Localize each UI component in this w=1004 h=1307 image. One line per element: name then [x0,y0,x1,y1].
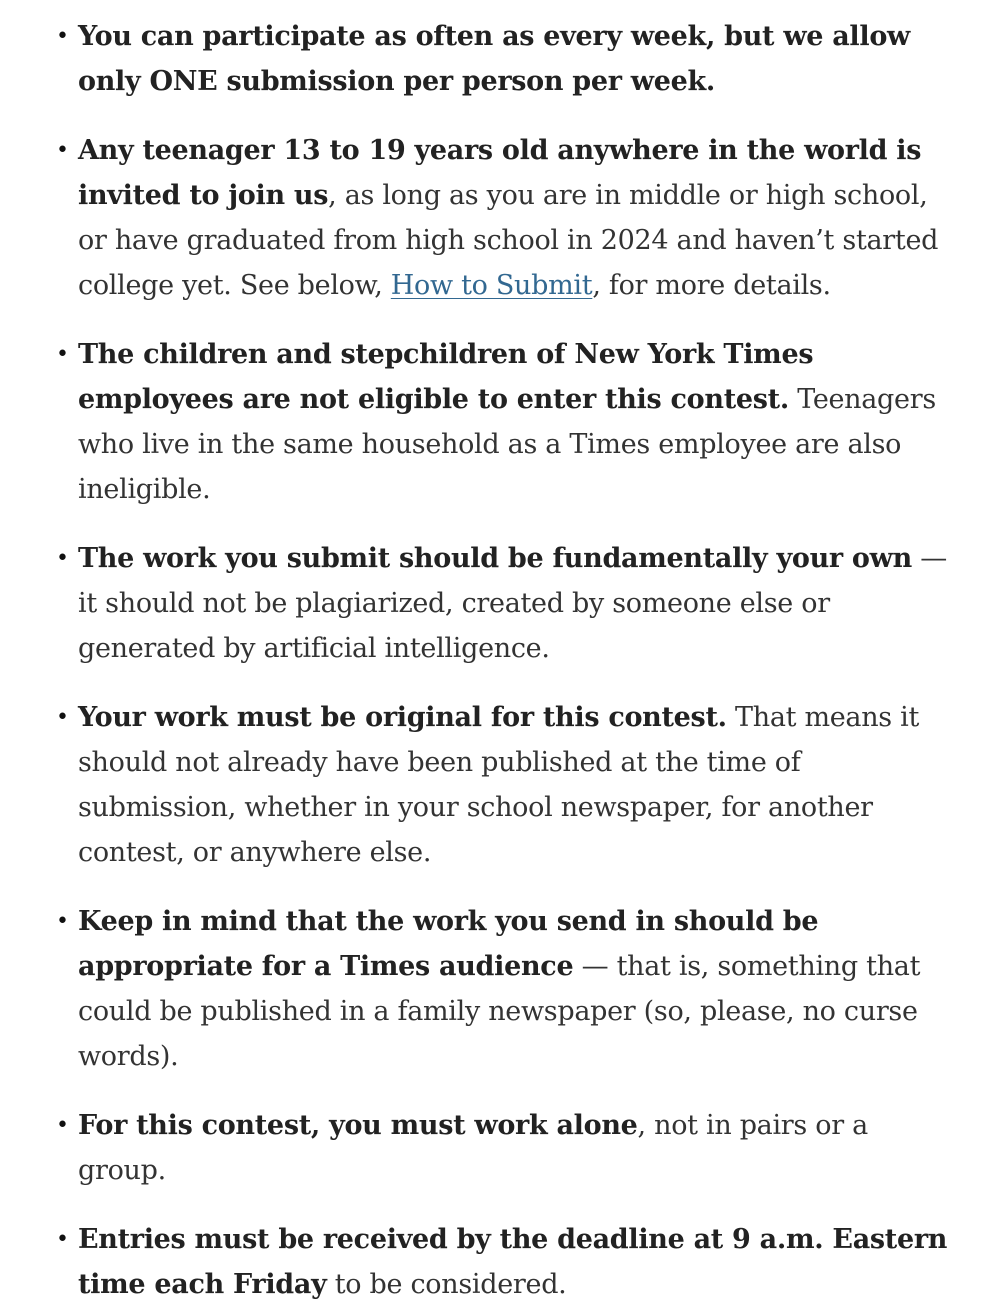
rule-item-employees [56,332,964,512]
rule-text: — it should not be plagiarized, created by someone else or generated by artificial intelligence. [78,543,947,664]
rule-item-frequency [56,14,964,104]
rule-text: — that is, something that could be published in a family newspaper (so, please, no curse words). [78,951,921,1072]
rule-bold-text: Entries must be received by the deadline at 9 a.m. Eastern time each Friday [78,1224,948,1300]
rule-bold-text: You can participate as often as every week, but we allow only ONE submission per person per week. [78,21,910,97]
bullet-icon: • [56,138,69,163]
rule-bold-text: The children and stepchildren of New York Times employees are not eligible to enter this contest. [78,339,814,415]
rule-bold-text: Any teenager 13 to 19 years old anywhere in the world is invited to join us [78,135,922,211]
rule-bold-text: For this contest, you must work alone [78,1110,638,1141]
rule-item-work-alone [56,1103,964,1193]
bullet-icon: • [56,24,69,49]
rule-text: , as long as you are in middle or high school, or have graduated from high school in 2024 and haven’t started college yet. See below, [78,180,939,301]
bullet-icon: • [56,1113,69,1138]
rule-item-deadline [56,1217,964,1307]
bullet-icon: • [56,342,69,367]
bullet-icon: • [56,546,69,571]
rule-bold-text: Your work must be original for this contest. [78,702,727,733]
rule-text: Teenagers who live in the same household as a Times employee are also ineligible. [78,384,936,505]
rule-text: That means it should not already have been published at the time of submission, whether in your school newspaper, for another contest, or anywhere else. [78,702,920,868]
rule-text-after: , for more details. [592,270,831,301]
rule-item-original [56,695,964,875]
rule-item-eligibility [56,128,964,308]
bullet-icon: • [56,705,69,730]
rule-bold-text: The work you submit should be fundamentally your own [78,543,912,574]
rule-text: , not in pairs or a group. [78,1110,868,1186]
bullet-icon: • [56,1227,69,1252]
rule-bold-text: Keep in mind that the work you send in should be appropriate for a Times audience [78,906,819,982]
rule-item-appropriate [56,899,964,1079]
rule-item-own-work [56,536,964,671]
bullet-icon: • [56,909,69,934]
how-to-submit-link[interactable]: How to Submit [390,270,593,301]
rule-text: to be considered. [326,1269,567,1300]
